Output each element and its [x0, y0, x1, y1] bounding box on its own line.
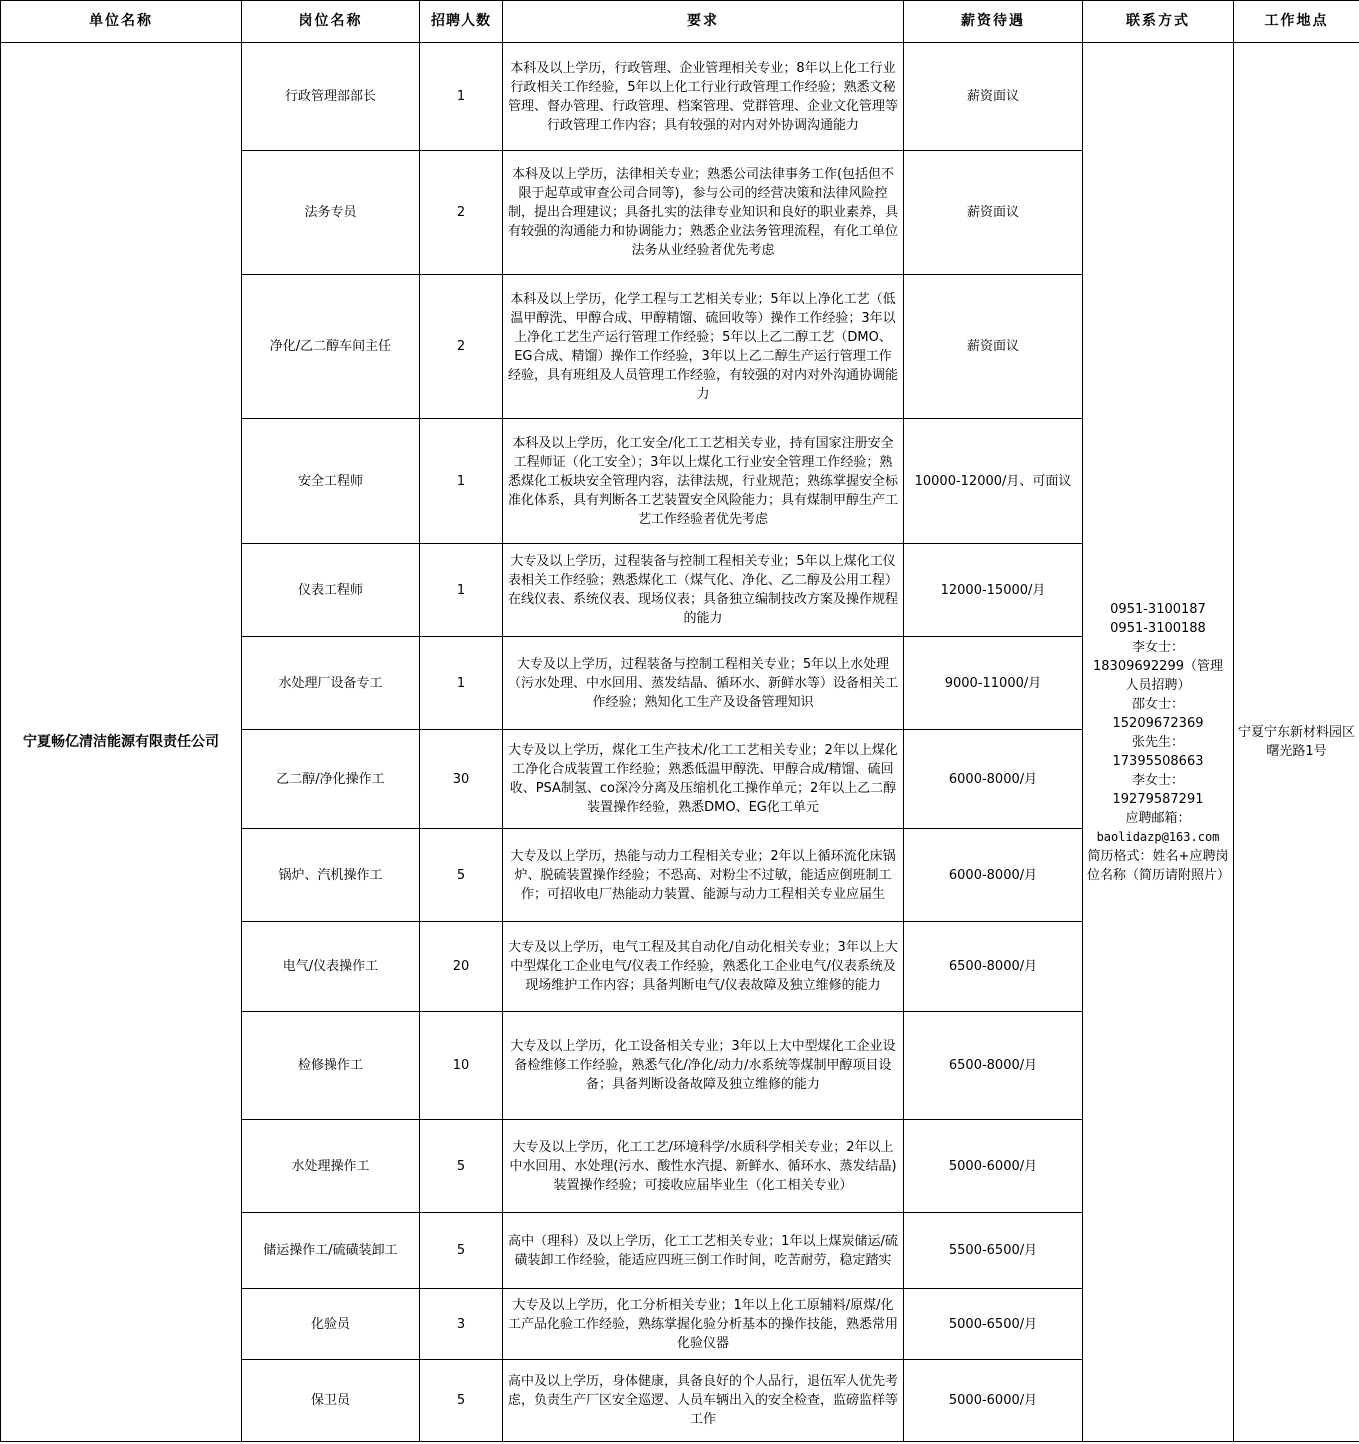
- position-name: 法务专员: [242, 151, 420, 275]
- header-location: 工作地点: [1234, 1, 1359, 43]
- requirements-text: 大专及以上学历，过程装备与控制工程相关专业；5年以上煤化工仪表相关工作经验；熟悉煤化工（煤气化、净化、乙二醇及公用工程）在线仪表、系统仪表、现场仪表；具备独立编制技改方案及操作规程的能力: [503, 544, 904, 637]
- position-name: 锅炉、汽机操作工: [242, 829, 420, 922]
- contact-line: 18309692299（管理人员招聘）: [1093, 658, 1223, 693]
- requirements-text: 高中（理科）及以上学历，化工工艺相关专业；1年以上煤炭储运/硫磺装卸工作经验，能适应四班三倒工作时间，吃苦耐劳，稳定踏实: [503, 1213, 904, 1289]
- work-location: 宁夏宁东新材料园区曙光路1号: [1234, 43, 1359, 1442]
- requirements-text: 大专及以上学历，过程装备与控制工程相关专业；5年以上水处理（污水处理、中水回用、蒸发结晶、循环水、新鲜水等）设备相关工作经验；熟知化工生产及设备管理知识: [503, 637, 904, 730]
- contact-line: 邵女士：: [1131, 696, 1184, 712]
- hire-count: 1: [420, 419, 503, 544]
- contact-line: 0951-3100188: [1110, 620, 1206, 636]
- header-unit: 单位名称: [1, 1, 242, 43]
- position-name: 净化/乙二醇车间主任: [242, 275, 420, 419]
- hire-count: 3: [420, 1289, 503, 1360]
- hire-count: 30: [420, 730, 503, 829]
- hire-count: 5: [420, 1213, 503, 1289]
- hire-count: 1: [420, 637, 503, 730]
- contact-line: 应聘邮箱：: [1125, 810, 1191, 826]
- position-name: 储运操作工/硫磺装卸工: [242, 1213, 420, 1289]
- requirements-text: 本科及以上学历，化学工程与工艺相关专业；5年以上净化工艺（低温甲醇洗、甲醇合成、甲醇精馏、硫回收等）操作工作经验；3年以上净化工艺生产运行管理工作经验；5年以上乙二醇工艺（DMO、EG合成、精馏）操作工作经验，3年以上乙二醇生产运行管理工作经验，具有班组及人员管理工作经验，有较强的对内对外沟通协调能力: [503, 275, 904, 419]
- salary-text: 6000-8000/月: [904, 829, 1083, 922]
- position-name: 保卫员: [242, 1360, 420, 1442]
- salary-text: 5000-6500/月: [904, 1289, 1083, 1360]
- salary-text: 6500-8000/月: [904, 1012, 1083, 1120]
- salary-text: 6000-8000/月: [904, 730, 1083, 829]
- position-name: 水处理操作工: [242, 1120, 420, 1213]
- hire-count: 2: [420, 151, 503, 275]
- salary-text: 5000-6000/月: [904, 1120, 1083, 1213]
- contact-info: [1083, 43, 1234, 1442]
- requirements-text: 本科及以上学历，行政管理、企业管理相关专业；8年以上化工行业行政相关工作经验，5年以上化工行业行政管理工作经验；熟悉文秘管理、督办管理、行政管理、档案管理、党群管理、企业文化管理等行政管理工作内容；具有较强的对内对外协调沟通能力: [503, 43, 904, 151]
- position-name: 仪表工程师: [242, 544, 420, 637]
- position-name: 水处理厂设备专工: [242, 637, 420, 730]
- salary-text: 薪资面议: [904, 151, 1083, 275]
- salary-text: 10000-12000/月、可面议: [904, 419, 1083, 544]
- header-salary: 薪资待遇: [904, 1, 1083, 43]
- position-name: 电气/仪表操作工: [242, 922, 420, 1012]
- hire-count: 1: [420, 544, 503, 637]
- contact-line: 李女士：: [1131, 772, 1184, 788]
- salary-text: 12000-15000/月: [904, 544, 1083, 637]
- header-requirements: 要求: [503, 1, 904, 43]
- salary-text: 6500-8000/月: [904, 922, 1083, 1012]
- contact-email: baolidazp@163.com: [1096, 829, 1220, 844]
- hire-count: 5: [420, 1120, 503, 1213]
- salary-text: 5500-6500/月: [904, 1213, 1083, 1289]
- requirements-text: 大专及以上学历，化工设备相关专业；3年以上大中型煤化工企业设备检维修工作经验，熟悉气化/净化/动力/水系统等煤制甲醇项目设备；具备判断设备故障及独立维修的能力: [503, 1012, 904, 1120]
- hire-count: 20: [420, 922, 503, 1012]
- requirements-text: 大专及以上学历，电气工程及其自动化/自动化相关专业；3年以上大中型煤化工企业电气/仪表工作经验，熟悉化工企业电气/仪表系统及现场维护工作内容；具备判断电气/仪表故障及独立维修的能力: [503, 922, 904, 1012]
- hire-count: 10: [420, 1012, 503, 1120]
- requirements-text: 高中及以上学历，身体健康，具备良好的个人品行，退伍军人优先考虑，负责生产厂区安全巡逻、人员车辆出入的安全检查，监磅监样等工作: [503, 1360, 904, 1442]
- contact-line: 简历格式：姓名+应聘岗位名称（简历请附照片）: [1087, 848, 1231, 883]
- contact-line: 张先生：: [1131, 734, 1184, 750]
- requirements-text: 大专及以上学历，热能与动力工程相关专业；2年以上循环流化床锅炉、脱硫装置操作经验；不恐高、对粉尘不过敏，能适应倒班制工作；可招收电厂热能动力装置、能源与动力工程相关专业应届生: [503, 829, 904, 922]
- hire-count: 5: [420, 829, 503, 922]
- header-contact: 联系方式: [1083, 1, 1234, 43]
- table-row: [1, 43, 1359, 151]
- company-name: 宁夏畅亿清洁能源有限责任公司: [1, 43, 242, 1442]
- header-count: 招聘人数: [420, 1, 503, 43]
- requirements-text: 大专及以上学历，化工工艺/环境科学/水质科学相关专业；2年以上中水回用、水处理(污水、酸性水汽提、新鲜水、循环水、蒸发结晶)装置操作经验；可接收应届毕业生（化工相关专业）: [503, 1120, 904, 1213]
- hire-count: 1: [420, 43, 503, 151]
- salary-text: 薪资面议: [904, 275, 1083, 419]
- position-name: 行政管理部部长: [242, 43, 420, 151]
- contact-line: 李女士：: [1131, 639, 1184, 655]
- salary-text: 5000-6000/月: [904, 1360, 1083, 1442]
- header-position: 岗位名称: [242, 1, 420, 43]
- contact-line: 17395508663: [1112, 753, 1204, 769]
- position-name: 安全工程师: [242, 419, 420, 544]
- requirements-text: 本科及以上学历，化工安全/化工工艺相关专业，持有国家注册安全工程师证（化工安全）；3年以上煤化工行业安全管理工作经验；熟悉煤化工板块安全管理内容，法律法规，行业规范；熟练掌握安全标准化体系，具有判断各工艺装置安全风险能力；具有煤制甲醇生产工艺工作经验者优先考虑: [503, 419, 904, 544]
- position-name: 检修操作工: [242, 1012, 420, 1120]
- position-name: 化验员: [242, 1289, 420, 1360]
- hire-count: 2: [420, 275, 503, 419]
- contact-line: 15209672369: [1112, 715, 1204, 731]
- contact-line: 19279587291: [1112, 791, 1204, 807]
- salary-text: 9000-11000/月: [904, 637, 1083, 730]
- header-row: [1, 1, 1359, 43]
- position-name: 乙二醇/净化操作工: [242, 730, 420, 829]
- salary-text: 薪资面议: [904, 43, 1083, 151]
- requirements-text: 大专及以上学历，煤化工生产技术/化工工艺相关专业；2年以上煤化工净化合成装置工作经验；熟悉低温甲醇洗、甲醇合成/精馏、硫回收、PSA制氢、co深冷分离及压缩机化工操作单元；2年以上乙二醇装置操作经验，熟悉DMO、EG化工单元: [503, 730, 904, 829]
- contact-line: 0951-3100187: [1110, 601, 1206, 617]
- requirements-text: 本科及以上学历，法律相关专业；熟悉公司法律事务工作(包括但不限于起草或审查公司合同等)，参与公司的经营决策和法律风险控制，提出合理建议；具备扎实的法律专业知识和良好的职业素养，具有较强的沟通能力和协调能力；熟悉企业法务管理流程，有化工单位法务从业经验者优先考虑: [503, 151, 904, 275]
- requirements-text: 大专及以上学历，化工分析相关专业；1年以上化工原辅料/原煤/化工产品化验工作经验，熟练掌握化验分析基本的操作技能，熟悉常用化验仪器: [503, 1289, 904, 1360]
- hire-count: 5: [420, 1360, 503, 1442]
